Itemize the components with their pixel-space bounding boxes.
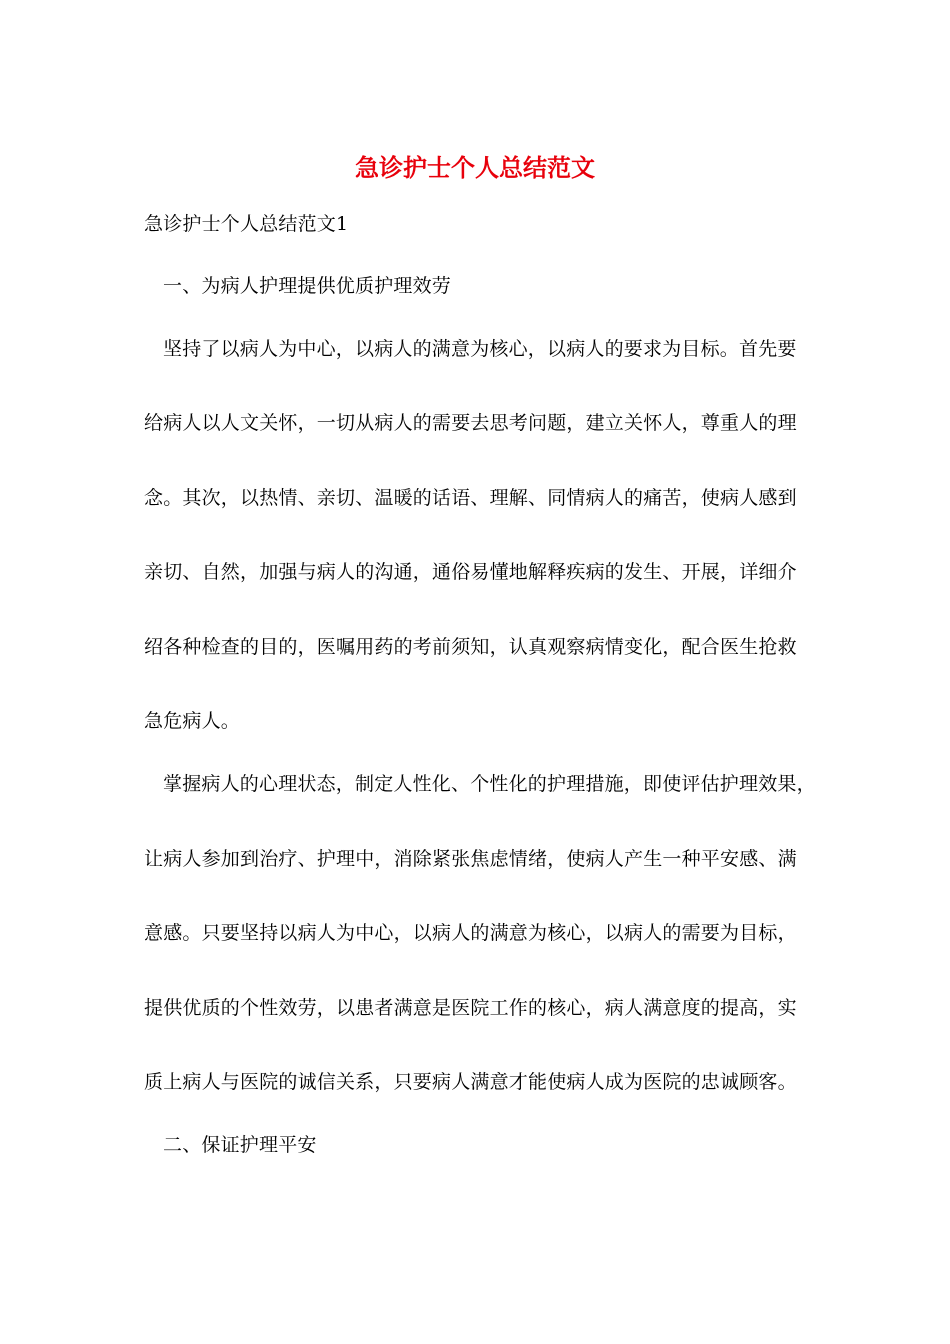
- section-heading-number: 1: [336, 213, 349, 235]
- document-title: 急诊护士个人总结范文: [355, 153, 595, 182]
- section-heading-text: 急诊护士个人总结范文: [144, 213, 337, 235]
- subheading-1: 一、为病人护理提供优质护理效劳: [163, 275, 452, 297]
- subheading-2: 二、保证护理平安: [163, 1134, 317, 1156]
- paragraph-line: 亲切、自然，加强与病人的沟通，通俗易懂地解释疾病的发生、开展，详细介: [144, 561, 797, 583]
- paragraph-line: 质上病人与医院的诚信关系，只要病人满意才能使病人成为医院的忠诚顾客。: [144, 1071, 797, 1093]
- paragraph-line: 让病人参加到治疗、护理中，消除紧张焦虑情绪，使病人产生一种平安感、满: [144, 848, 797, 870]
- paragraph-line: 急危病人。: [144, 710, 241, 732]
- paragraph-line: 提供优质的个性效劳，以患者满意是医院工作的核心，病人满意度的提高，实: [144, 997, 797, 1019]
- paragraph-line: 掌握病人的心理状态，制定人性化、个性化的护理措施，即使评估护理效果，: [163, 773, 816, 795]
- section-heading: [144, 210, 814, 238]
- paragraph-line: 坚持了以病人为中心，以病人的满意为核心，以病人的要求为目标。首先要: [163, 338, 797, 360]
- paragraph-line: 给病人以人文关怀，一切从病人的需要去思考问题，建立关怀人，尊重人的理: [144, 412, 797, 434]
- paragraph-line: 绍各种检查的目的，医嘱用药的考前须知，认真观察病情变化，配合医生抢救: [144, 636, 797, 658]
- paragraph-line: 念。其次，以热情、亲切、温暖的话语、理解、同情病人的痛苦，使病人感到: [144, 487, 797, 509]
- paragraph-line: 意感。只要坚持以病人为中心，以病人的满意为核心，以病人的需要为目标，: [144, 922, 797, 944]
